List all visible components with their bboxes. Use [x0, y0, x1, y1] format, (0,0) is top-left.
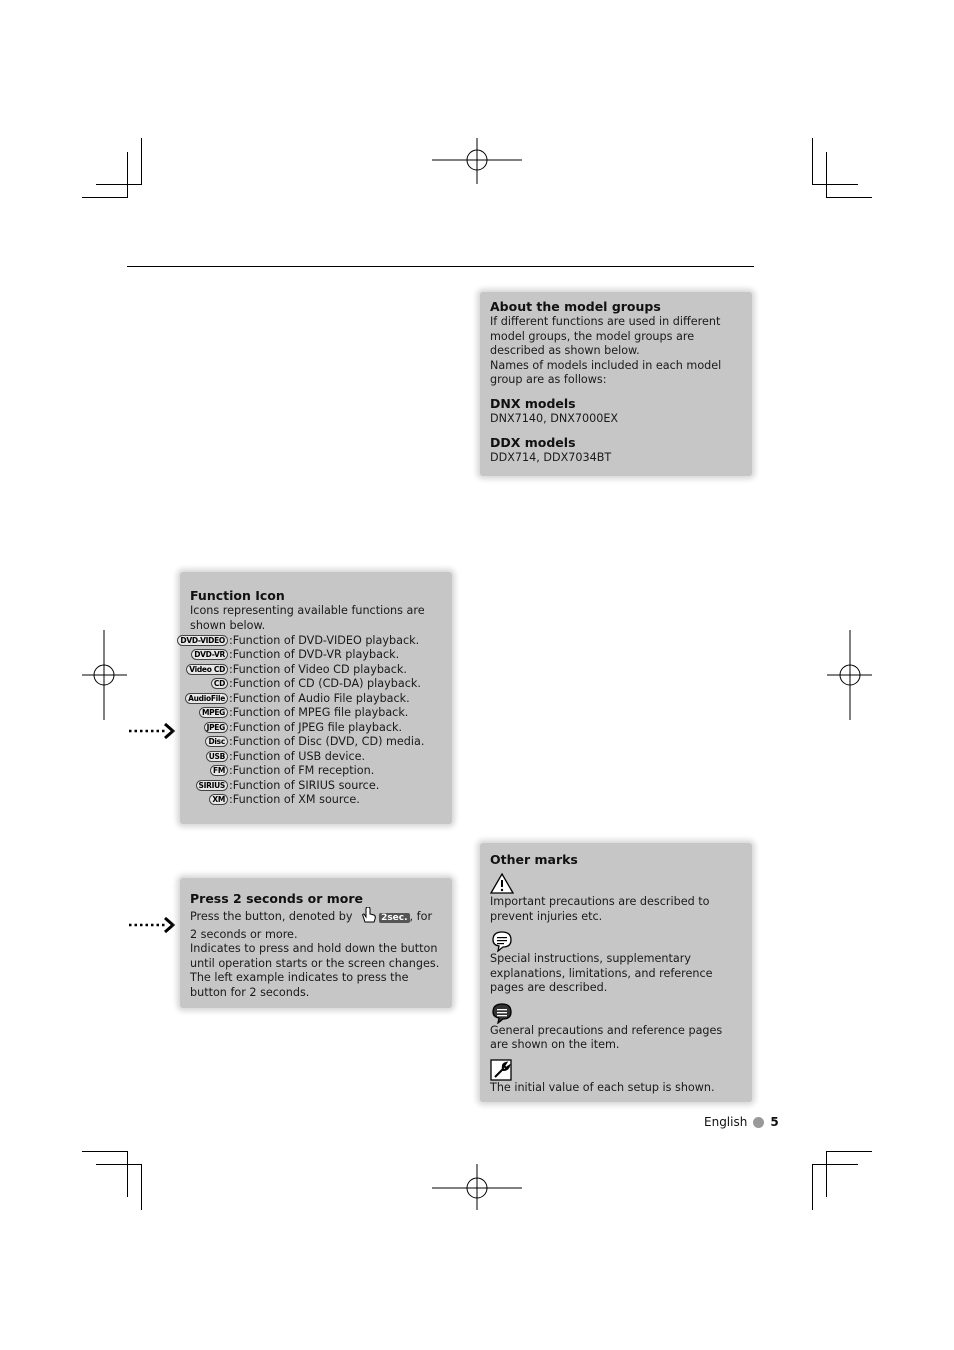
- header-rule: [127, 266, 754, 267]
- function-icon-box: [180, 572, 452, 824]
- function-icon-badge: [190, 678, 228, 690]
- dnx-title: DNX models: [490, 395, 576, 411]
- model-groups-box: [480, 292, 752, 476]
- dnx-list: DNX7140, DNX7000EX: [490, 411, 619, 425]
- function-icon-text: :Function of Video CD playback.: [229, 662, 407, 676]
- ddx-title: DDX models: [490, 435, 576, 450]
- function-icon-text: :Function of DVD-VR playback.: [229, 648, 400, 662]
- initial-value-text: The initial value of each setup is shown.: [490, 1080, 715, 1094]
- function-icon-label: SIRIUS: [196, 780, 228, 791]
- function-icon-badge: [190, 721, 228, 733]
- press-line-b: , for 2 seconds or more.: [190, 910, 433, 941]
- function-icon-badge: [190, 736, 228, 748]
- function-icon-text: :Function of USB device.: [229, 749, 366, 763]
- arrow-pointer-icon: [127, 722, 179, 740]
- model-groups-intro: If different functions are used in different model groups, the model groups are described as shown below.: [490, 315, 721, 357]
- function-icon-text: :Function of JPEG file playback.: [229, 720, 403, 734]
- function-icon-label: Disc: [205, 736, 228, 747]
- press-box: [180, 878, 452, 1008]
- function-icon-badge: [190, 649, 228, 661]
- other-marks-box: [480, 843, 752, 1102]
- function-icon-row: [190, 764, 442, 779]
- function-icon-badge: [190, 750, 228, 762]
- general-note-text: General precautions and reference pages are shown on the item.: [490, 1023, 723, 1051]
- other-marks-title: Other marks: [490, 852, 578, 867]
- function-icon-row: [190, 706, 442, 721]
- warning-icon: [490, 873, 742, 895]
- function-icon-row: [190, 735, 442, 750]
- ddx-list: DDX714, DDX7034BT: [490, 451, 612, 464]
- function-icon-row: [190, 793, 442, 808]
- function-icon-row: [190, 648, 442, 663]
- function-icon-row: [190, 662, 442, 677]
- function-icon-row: [190, 677, 442, 692]
- function-icon-intro: Icons representing available functions are shown below.: [190, 604, 425, 632]
- hand-press-icon: [359, 907, 379, 928]
- function-icon-title: Function Icon: [190, 588, 285, 603]
- arrow-pointer-icon: [127, 916, 179, 934]
- page-number: 5: [770, 1115, 779, 1129]
- function-icon-badge: [190, 663, 228, 675]
- press-line-a: Press the button, denoted by: [190, 910, 353, 923]
- press-title: Press 2 seconds or more: [190, 891, 363, 906]
- function-icon-badge: [190, 794, 228, 806]
- two-sec-badge: 2sec.: [381, 913, 408, 923]
- press-body: Indicates to press and hold down the button until operation starts or the screen changes. The left example indicates to press the button for 2 seconds.: [190, 942, 440, 999]
- function-icon-text: :Function of DVD-VIDEO playback.: [229, 633, 420, 647]
- model-groups-intro2: Names of models included in each model group are as follows:: [490, 358, 722, 386]
- function-icon-label: AudioFile: [185, 693, 228, 704]
- function-icon-label: DVD-VIDEO: [177, 635, 228, 646]
- function-icon-label: DVD-VR: [191, 649, 228, 660]
- function-icon-badge: [190, 692, 228, 704]
- note-icon: [490, 930, 742, 952]
- function-icon-text: :Function of SIRIUS source.: [229, 778, 380, 792]
- function-icon-label: CD: [211, 678, 228, 689]
- page-footer: [704, 1115, 779, 1129]
- function-icon-badge: [190, 765, 228, 777]
- function-icon-row: [190, 778, 442, 793]
- footer-bullet-icon: [753, 1117, 764, 1128]
- function-icon-label: MPEG: [199, 707, 228, 718]
- function-icon-text: :Function of FM reception.: [229, 764, 375, 778]
- function-icon-text: :Function of Disc (DVD, CD) media.: [229, 735, 425, 749]
- function-icon-label: USB: [206, 751, 228, 762]
- function-icon-text: :Function of XM source.: [229, 793, 360, 807]
- function-icon-text: :Function of Audio File playback.: [229, 691, 410, 705]
- function-icon-badge: [190, 779, 228, 791]
- function-icon-row: [190, 749, 442, 764]
- function-icon-badge: [190, 707, 228, 719]
- function-icon-row: [190, 720, 442, 735]
- press-instruction: [190, 907, 442, 942]
- model-groups-title: About the model groups: [490, 299, 661, 314]
- wrench-icon: [490, 1059, 742, 1081]
- function-icon-row: [180, 633, 442, 648]
- function-icon-badge: [180, 634, 228, 646]
- warning-text: Important precautions are described to prevent injuries etc.: [490, 895, 710, 923]
- function-icon-row: [190, 691, 442, 706]
- function-icon-label: Video CD: [186, 664, 228, 675]
- note-text: Special instructions, supplementary explanations, limitations, and reference pages are described.: [490, 952, 713, 994]
- general-note-icon: [490, 1002, 742, 1024]
- function-icon-text: :Function of CD (CD-DA) playback.: [229, 677, 421, 691]
- function-icon-label: FM: [210, 765, 228, 776]
- function-icon-label: JPEG: [204, 722, 228, 733]
- function-icon-text: :Function of MPEG file playback.: [229, 706, 409, 720]
- function-icon-label: XM: [209, 794, 228, 805]
- function-icon-list: [180, 633, 442, 807]
- footer-language: English: [704, 1115, 748, 1129]
